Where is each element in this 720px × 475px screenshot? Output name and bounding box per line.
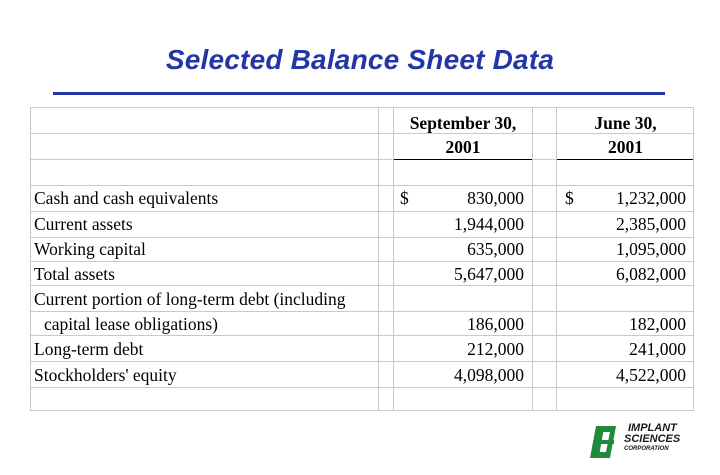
grid-line [30, 107, 694, 108]
balance-sheet-table [30, 107, 694, 411]
value-sep: 4,098,000 [454, 365, 524, 385]
header-underline-sep [394, 159, 532, 160]
logo-text-line3: CORPORATION [624, 446, 669, 452]
row-label: Long-term debt [34, 339, 144, 359]
grid-line [30, 107, 31, 411]
column-header-sep-line2: 2001 [445, 137, 481, 157]
row-label: Current portion of long-term debt (including [34, 289, 346, 309]
row-label: capital lease obligations) [44, 314, 218, 334]
row-label: Working capital [34, 239, 146, 259]
grid-line [30, 410, 694, 411]
value-jun: 1,232,000 [616, 188, 686, 208]
logo-text-line2: SCIENCES [624, 433, 681, 445]
value-jun: 241,000 [629, 339, 686, 359]
grid-line [30, 361, 694, 362]
value-jun: 6,082,000 [616, 264, 686, 284]
grid-line [30, 261, 694, 262]
column-header-jun-line1: June 30, [594, 113, 657, 133]
grid-line [30, 335, 694, 336]
grid-line [30, 185, 694, 186]
grid-line [30, 387, 694, 388]
value-sep: 635,000 [467, 239, 524, 259]
header-underline-jun [557, 159, 694, 160]
slide-title: Selected Balance Sheet Data [165, 44, 555, 75]
value-sep: 5,647,000 [454, 264, 524, 284]
value-jun: 4,522,000 [616, 365, 686, 385]
currency-symbol-sep: $ [400, 188, 409, 208]
row-label: Cash and cash equivalents [34, 188, 219, 208]
grid-line [30, 285, 694, 286]
column-header-sep-line1: September 30, [409, 113, 517, 133]
implant-sciences-logo-icon [588, 422, 624, 462]
title-rule [53, 92, 665, 95]
value-sep: 830,000 [467, 188, 524, 208]
value-sep: 186,000 [467, 314, 524, 334]
value-sep: 1,944,000 [454, 214, 524, 234]
value-jun: 182,000 [629, 314, 686, 334]
row-label: Stockholders' equity [34, 365, 177, 385]
value-jun: 1,095,000 [616, 239, 686, 259]
row-label: Total assets [34, 264, 115, 284]
company-logo [588, 420, 698, 468]
grid-line [378, 107, 379, 411]
column-header-jun-line2: 2001 [608, 137, 643, 157]
currency-symbol-jun: $ [565, 188, 574, 208]
grid-line [30, 311, 694, 312]
value-jun: 2,385,000 [616, 214, 686, 234]
logo-text-line1: IMPLANT [628, 422, 677, 434]
value-sep: 212,000 [467, 339, 524, 359]
row-label: Current assets [34, 214, 133, 234]
grid-line [30, 211, 694, 212]
grid-line [532, 107, 533, 411]
